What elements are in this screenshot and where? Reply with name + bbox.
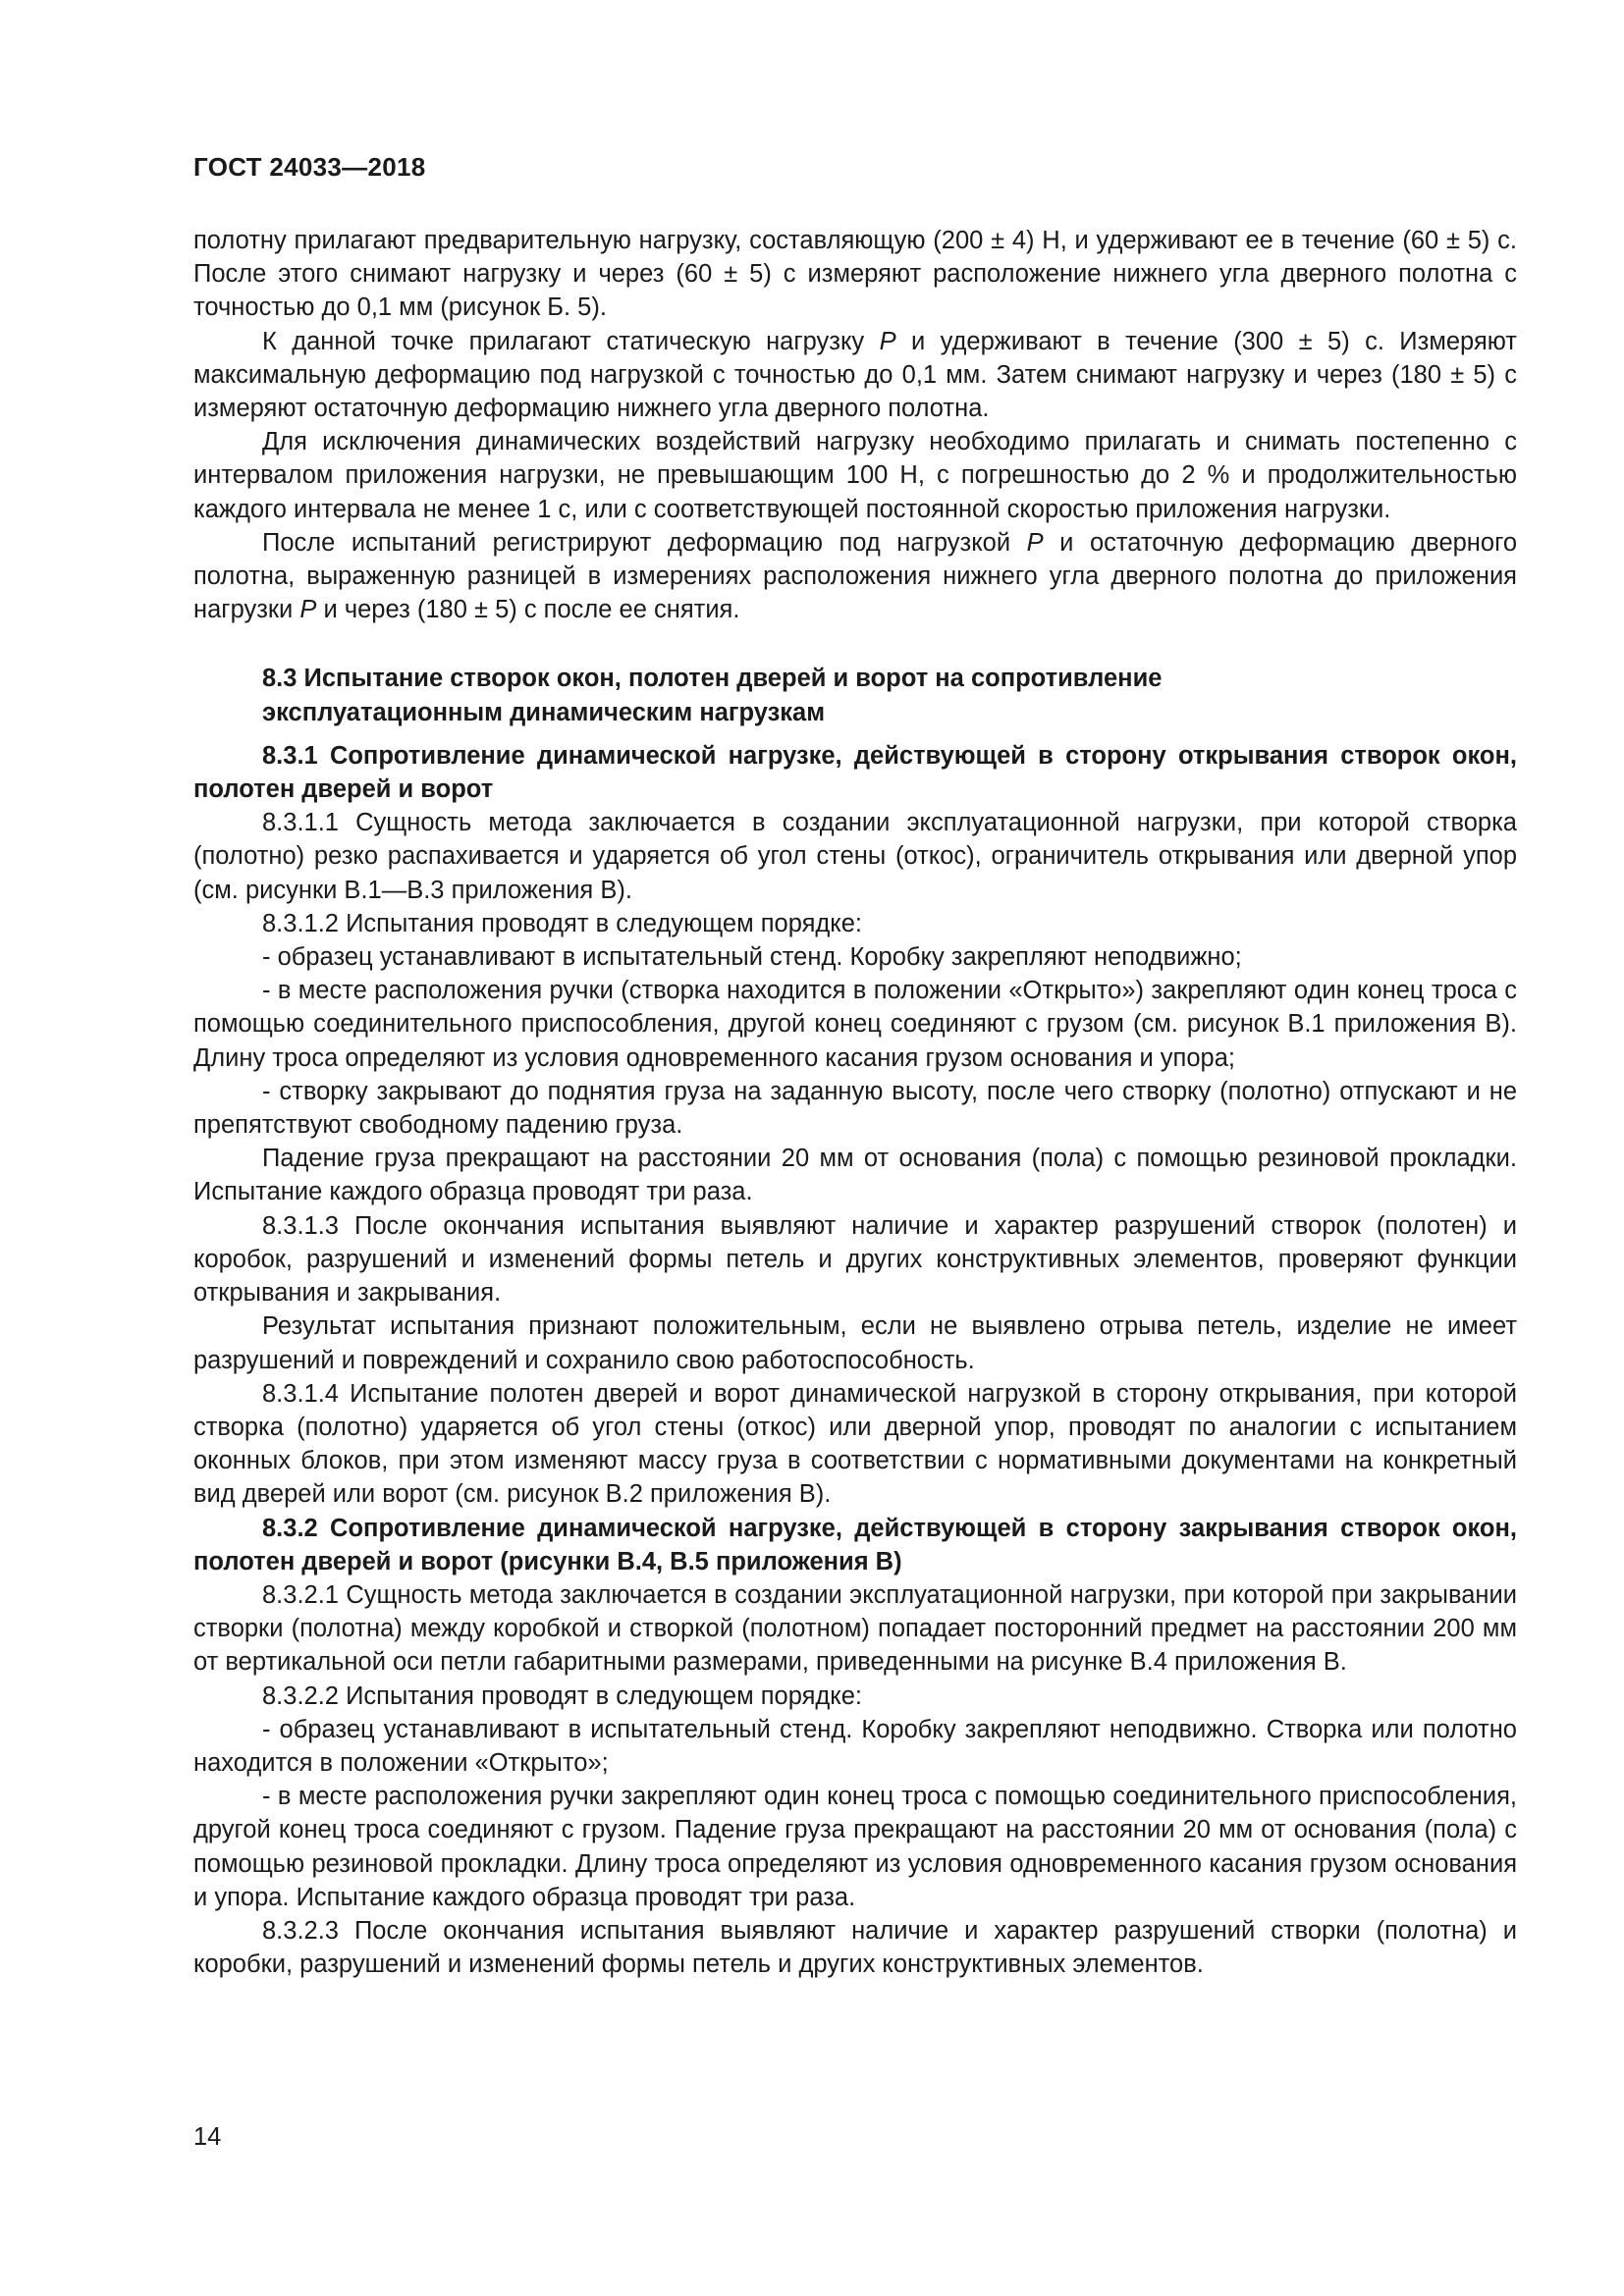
paragraph: 8.3.2.2 Испытания проводят в следующем порядке: — [262, 1682, 862, 1710]
list-item: - образец устанавливают в испытательный стенд. Коробку закрепляют неподвижно; — [262, 943, 1242, 972]
paragraph: полотну прилагают предварительную нагрузку, составляющую (200 ± 4) Н, и удерживают ее в течение (60 ± 5) с. После этого снимают нагрузку и через (60 ± 5) с измеряют расположение нижнего угла дверного полотна с точностью до 0,1 мм (рисунок Б. 5). — [193, 227, 1517, 322]
list-item: - в месте расположения ручки (створка находится в положении «Открыто») закрепляют один конец троса с помощью соединительного приспособления, другой конец соединяют с грузом (см. рисунок В.1 приложения В). Длину троса определяют из условия одновременного касания грузом основания и упора; — [193, 977, 1517, 1072]
paragraph: Падение груза прекращают на расстоянии 20 мм от основания (пола) с помощью резиновой прокладки. Испытание каждого образца проводят три раза. — [193, 1145, 1517, 1206]
document-body — [193, 224, 1517, 1981]
paragraph: 8.3.1.3 После окончания испытания выявляют наличие и характер разрушений створок (полотен) и коробок, разрушений и изменений формы петель и других конструктивных элементов, проверяют функции открывания и закрывания. — [193, 1211, 1517, 1308]
paragraph: 8.3.2.3 После окончания испытания выявляют наличие и характер разрушений створки (полотна) и коробки, разрушений и изменений формы петель и других конструктивных элементов. — [193, 1916, 1517, 1979]
subsection-heading-8-3-1: 8.3.1 Сопротивление динамической нагрузке, действующей в сторону открывания створок окон, полотен дверей и ворот — [193, 741, 1517, 804]
paragraph: К данной точке прилагают статическую нагрузку Р и удерживают в течение (300 ± 5) с. Измеряют максимальную деформацию под нагрузкой с точностью до 0,1 мм. Затем снимают нагрузку и через (180 ± 5) с измеряют остаточную деформацию нижнего угла дверного полотна. — [193, 327, 1517, 423]
paragraph: 8.3.2.1 Сущность метода заключается в создании эксплуатационной нагрузки, при которой при закрывании створки (полотна) между коробкой и створкой (полотном) попадает посторонний предмет на расстоянии 200 мм от вертикальной оси петли габаритными размерами, приведенными на рисунке В.4 приложения В. — [193, 1580, 1517, 1677]
document-header: ГОСТ 24033—2018 — [193, 152, 426, 182]
section-heading-line: эксплуатационным динамическим нагрузкам — [262, 698, 826, 726]
paragraph: 8.3.1.2 Испытания проводят в следующем порядке: — [262, 909, 862, 937]
subsection-heading-8-3-2: 8.3.2 Сопротивление динамической нагрузке, действующей в сторону закрывания створок окон, полотен дверей и ворот (рисунки В.4, В.5 приложения В) — [193, 1514, 1517, 1575]
list-item: - створку закрывают до поднятия груза на заданную высоту, после чего створку (полотно) отпускают и не препятствуют свободному падению груза. — [193, 1077, 1517, 1140]
section-heading-8-3 — [193, 662, 1517, 728]
section-heading-line: 8.3 Испытание створок окон, полотен дверей и ворот на сопротивление — [262, 665, 1163, 693]
paragraph: Результат испытания признают положительным, если не выявлено отрыва петель, изделие не имеет разрушений и повреждений и сохранило свою работоспособность. — [193, 1312, 1517, 1374]
paragraph: 8.3.1.1 Сущность метода заключается в создании эксплуатационной нагрузки, при которой створка (полотно) резко распахивается и ударяется об угол стены (откос), ограничитель открывания или дверной упор (см. рисунки В.1—В.3 приложения В). — [193, 809, 1517, 904]
paragraph: Для исключения динамических воздействий нагрузку необходимо прилагать и снимать постепенно с интервалом приложения нагрузки, не превышающим 100 Н, с погрешностью до 2 % и продолжительностью каждого интервала не менее 1 с, или с соответствующей постоянной скоростью приложения нагрузки. — [193, 428, 1517, 523]
list-item: - в месте расположения ручки закрепляют один конец троса с помощью соединительного приспособления, другой конец троса соединяют с грузом. Падение груза прекращают на расстоянии 20 мм от основания (пола) с помощью резиновой прокладки. Длину троса определяют из условия одновременного касания грузом основания и упора. Испытание каждого образца проводят три раза. — [193, 1783, 1517, 1911]
page-number: 14 — [193, 2123, 222, 2151]
paragraph: После испытаний регистрируют деформацию под нагрузкой Р и остаточную деформацию дверного полотна, выраженную разницей в измерениях расположения нижнего угла дверного полотна до приложения нагрузки Р и через (180 ± 5) с после ее снятия. — [193, 528, 1517, 624]
list-item: - образец устанавливают в испытательный стенд. Коробку закрепляют неподвижно. Створка или полотно находится в положении «Открыто»; — [193, 1715, 1517, 1777]
paragraph: 8.3.1.4 Испытание полотен дверей и ворот динамической нагрузкой в сторону открывания, при которой створка (полотно) ударяется об угол стены (откос) или дверной упор, проводят по аналогии с испытанием оконных блоков, при этом изменяют массу груза в соответствии с нормативными документами на конкретный вид дверей или ворот (см. рисунок В.2 приложения В). — [193, 1379, 1517, 1509]
